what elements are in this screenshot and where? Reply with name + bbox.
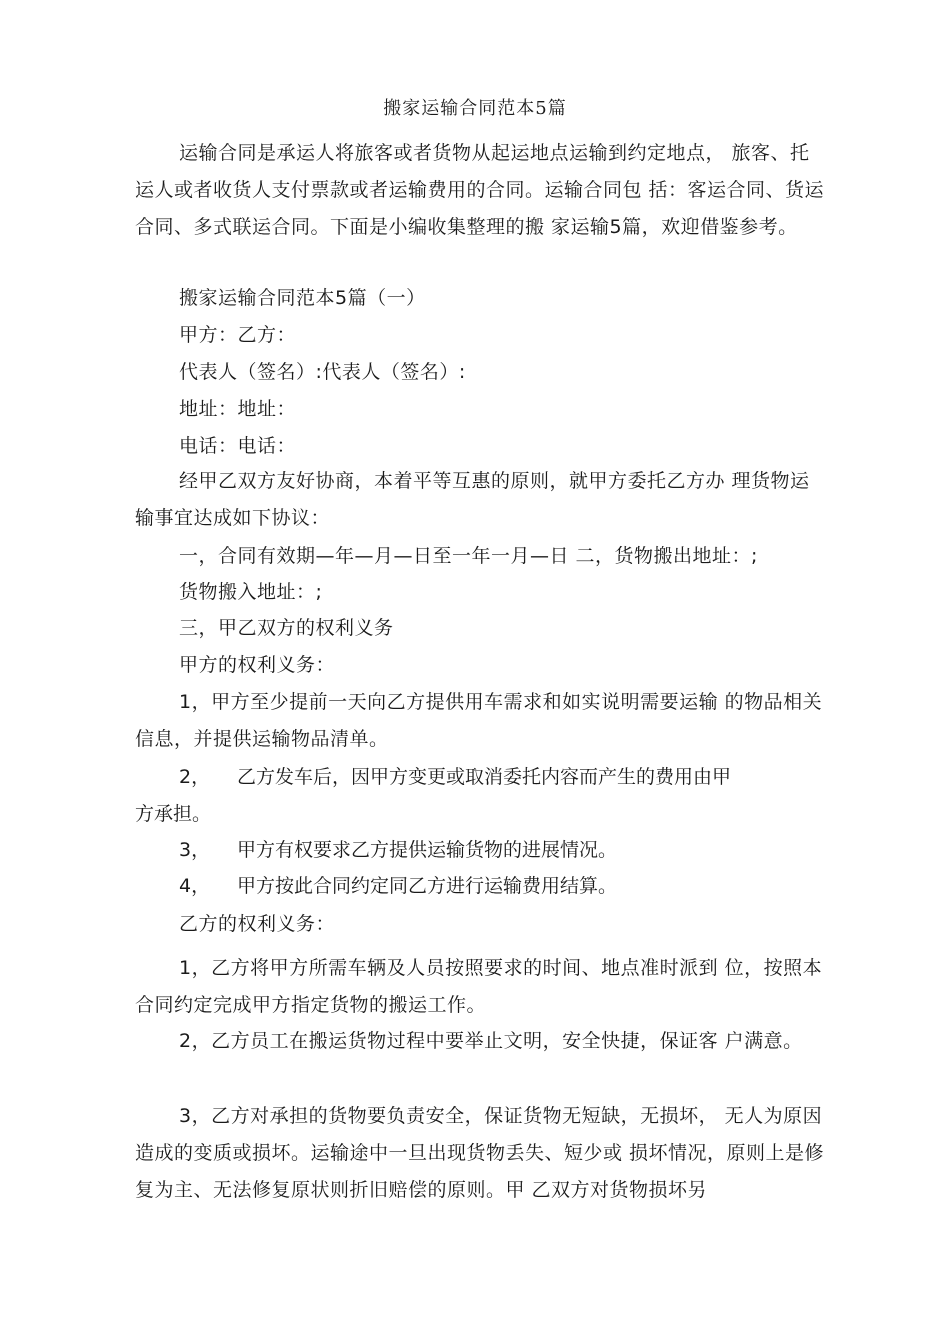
item-number: 2，: [179, 766, 211, 788]
address-line: 地址：地址：: [179, 398, 297, 420]
party-b-item-2: 2，乙方员工在搬运货物过程中要举止文明，安全快捷，保证客 户满意。: [179, 1030, 803, 1052]
party-a-heading: 甲方的权利义务：: [179, 654, 336, 676]
clause-rights-heading: 三，甲乙双方的权利义务: [179, 617, 394, 639]
party-a-item-2: [179, 759, 731, 796]
party-b-heading: 乙方的权利义务：: [179, 913, 336, 935]
party-a-item-2-continued: 方承担。: [135, 803, 212, 825]
move-in-address: 货物搬入地址：;: [179, 581, 323, 603]
item-number: 3，: [179, 839, 211, 861]
clause-term-and-origin: 一，合同有效期—年—月—日至一年一月—日 二，货物搬出地址：;: [179, 545, 758, 567]
party-b-item-1: 1，乙方将甲方所需车辆及人员按照要求的时间、地点准时派到 位，按照本合同约定完成甲方指定货物的搬运工作。: [135, 957, 823, 1016]
party-a-item-3: [179, 832, 617, 869]
party-a-item-4: [179, 868, 617, 905]
phone-line: 电话：电话：: [179, 435, 297, 457]
item-text: 乙方发车后，因甲方变更或取消委托内容而产生的费用由甲: [237, 766, 732, 788]
item-number: 4，: [179, 875, 211, 897]
party-a-item-1: 1，甲方至少提前一天向乙方提供用车需求和如实说明需要运输 的物品相关信息，并提供运输物品清单。: [135, 691, 823, 750]
agreement-paragraph: 经甲乙双方友好协商，本着平等互惠的原则，就甲方委托乙方办 理货物运输事宜达成如下协议：: [135, 470, 810, 529]
party-line: 甲方：乙方：: [179, 324, 297, 346]
party-b-item-3: 3，乙方对承担的货物要负责安全，保证货物无短缺，无损坏， 无人为原因造成的变质或损坏。运输途中一旦出现货物丢失、短少或 损坏情况，原则上是修复为主、无法修复原状则折旧赔偿的原则。甲 乙双方对货物损坏另: [135, 1105, 825, 1201]
representative-line: 代表人（签名）:代表人（签名）:: [179, 361, 466, 383]
item-text: 甲方按此合同约定同乙方进行运输费用结算。: [237, 875, 618, 897]
document-title: 搬家运输合同范本5篇: [383, 98, 567, 119]
section-heading: 搬家运输合同范本5篇（一）: [179, 287, 426, 309]
item-text: 甲方有权要求乙方提供运输货物的进展情况。: [237, 839, 618, 861]
intro-paragraph: 运输合同是承运人将旅客或者货物从起运地点运输到约定地点， 旅客、托运人或者收货人支付票款或者运输费用的合同。运输合同包 括：客运合同、货运合同、多式联运合同。下面是小编收集整理的搬 家运输5篇，欢迎借鉴参考。: [135, 142, 825, 238]
